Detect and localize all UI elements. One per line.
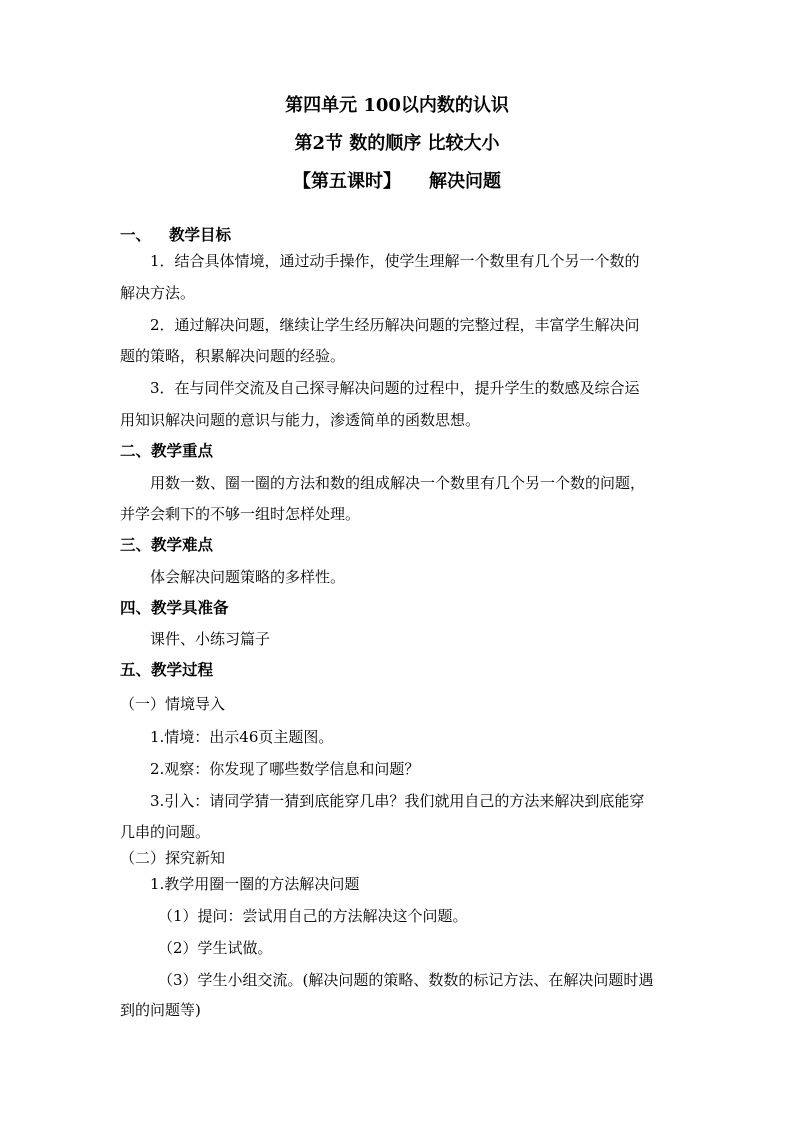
process-part-2-heading: （二）探究新知 — [120, 849, 226, 867]
process-part-1-step-3-line-2: 几串的问题。 — [120, 823, 211, 841]
section-title: 第2节 数的顺序 比较大小 — [294, 133, 500, 154]
goal-1-line-2: 解决方法。 — [120, 284, 196, 302]
goal-2-line-1: 2．通过解决问题，继续让学生经历解决问题的完整过程，丰富学生解决问 — [150, 316, 640, 334]
process-part-2-step-1: 1.教学用圈一圈的方法解决问题 — [150, 875, 360, 893]
goals-title: 教学目标 — [169, 225, 232, 244]
process-part-1-step-3-line-1: 3.引入：请同学猜一猜到底能穿几串？我们就用自己的方法来解决到底能穿 — [150, 792, 645, 810]
difficulties-line-1: 体会解决问题策略的多样性。 — [150, 568, 346, 586]
goals-number: 一、 — [120, 225, 152, 244]
goal-3-line-1: 3．在与同伴交流及自己探寻解决问题的过程中，提升学生的数感及综合运 — [150, 379, 640, 397]
goal-2-line-2: 题的策略，积累解决问题的经验。 — [120, 347, 346, 365]
lesson-title — [0, 170, 794, 194]
process-part-1-heading: （一）情境导入 — [120, 695, 226, 713]
key-points-line-2: 并学会剩下的不够一组时怎样处理。 — [120, 505, 361, 523]
lesson-label: 【第五课时】 — [293, 171, 401, 192]
goal-1-line-1: 1．结合具体情境，通过动手操作，使学生理解一个数里有几个另一个数的 — [150, 252, 640, 270]
difficulties-heading: 三、教学难点 — [120, 535, 214, 554]
process-part-1-step-1: 1.情境：出示46页主题图。 — [150, 728, 334, 746]
materials-line-1: 课件、小练习篇子 — [150, 630, 271, 648]
lesson-topic: 解决问题 — [429, 171, 501, 192]
unit-title: 第四单元 100以内数的认识 — [285, 95, 509, 116]
key-points-line-1: 用数一数、圈一圈的方法和数的组成解决一个数里有几个另一个数的问题， — [150, 474, 646, 492]
process-part-1-step-2: 2.观察：你发现了哪些数学信息和问题？ — [150, 760, 420, 778]
materials-heading: 四、教学具准备 — [120, 598, 229, 617]
process-part-2-sub-1: （1）提问：尝试用自己的方法解决这个问题。 — [158, 907, 468, 925]
process-heading: 五、教学过程 — [120, 660, 214, 679]
goals-heading — [120, 224, 231, 246]
key-points-heading: 二、教学重点 — [120, 441, 214, 460]
process-part-2-sub-3-line-2: 到的问题等) — [120, 1001, 201, 1019]
process-part-2-sub-2: （2）学生试做。 — [158, 939, 273, 957]
process-part-2-sub-3-line-1: （3）学生小组交流。(解决问题的策略、数数的标记方法、在解决问题时遇 — [158, 971, 654, 989]
goal-3-line-2: 用知识解决问题的意识与能力，渗透简单的函数思想。 — [120, 411, 481, 429]
